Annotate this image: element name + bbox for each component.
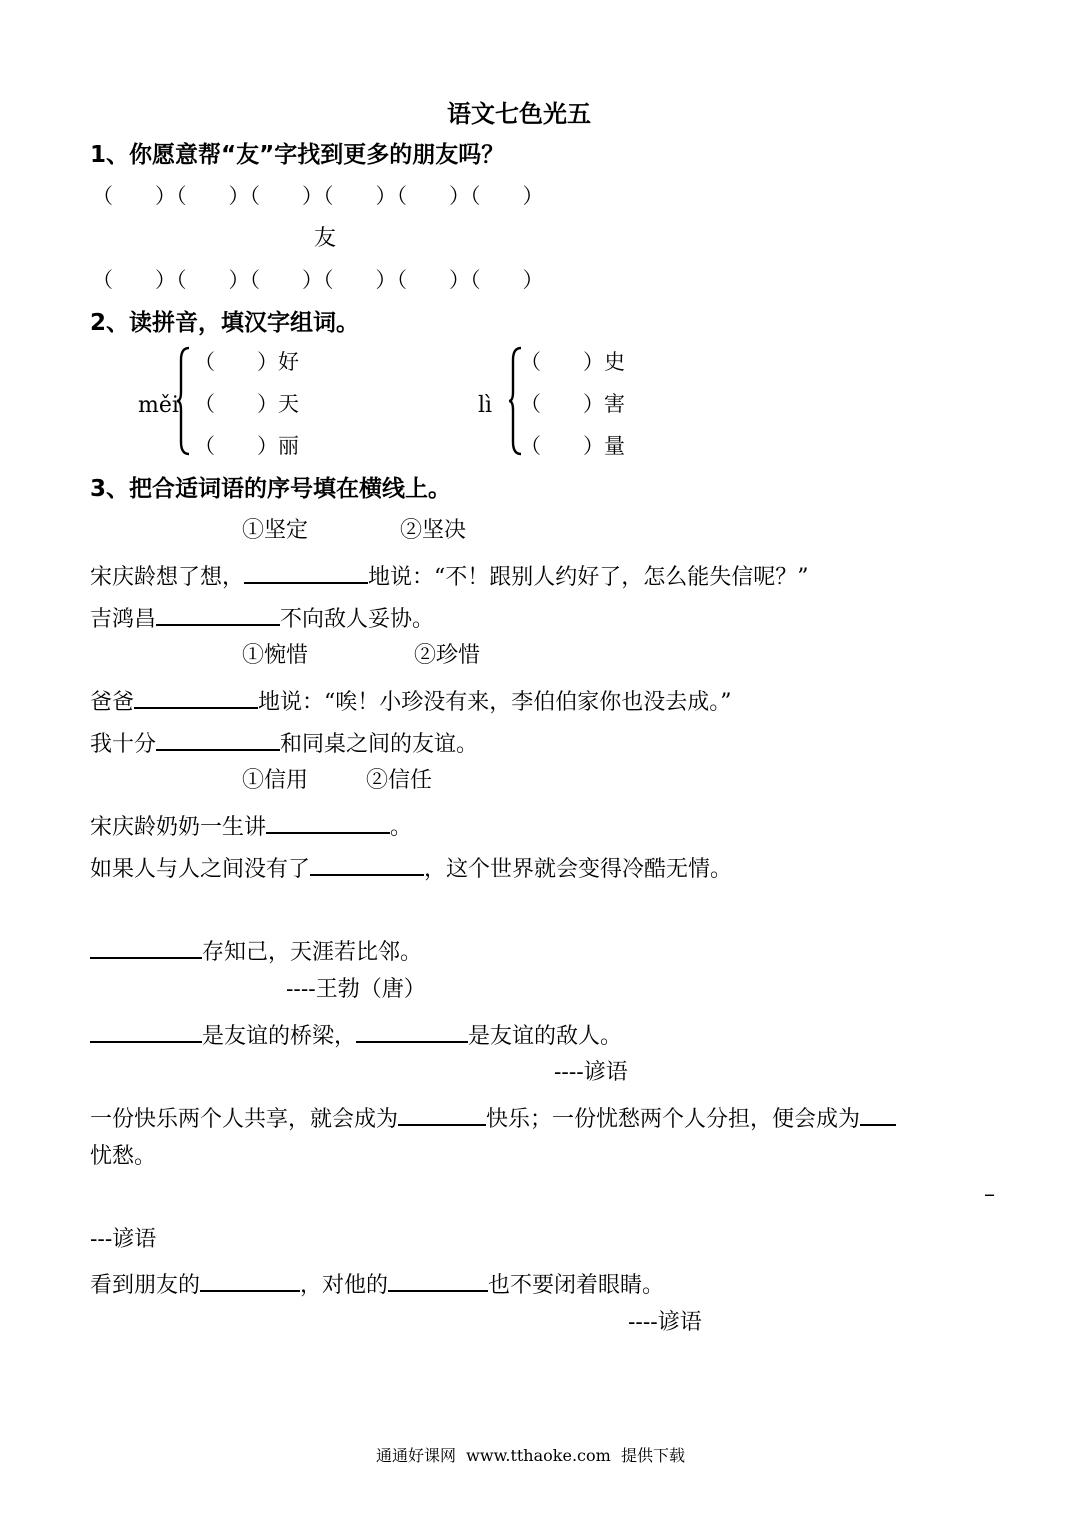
q3-g1-option-2: ②坚决 <box>400 518 467 543</box>
fill-blank[interactable] <box>398 1104 486 1126</box>
proverb-source-4: ----谚语 <box>628 1310 702 1335</box>
q2-right-item-1: （ ）史 <box>520 350 625 374</box>
fill-blank[interactable] <box>266 812 390 834</box>
q2-left-item-2: （ ）天 <box>194 392 299 416</box>
q2-right-item-3: （ ）量 <box>520 434 625 458</box>
q3-g1-sentence-1: 宋庆龄想了想， 地说：“不！跟别人约好了，怎么能失信呢？” <box>90 562 809 589</box>
fill-blank[interactable] <box>134 687 258 709</box>
question-1-heading: 1、你愿意帮“友”字找到更多的朋友吗？ <box>90 142 505 168</box>
fill-blank[interactable] <box>310 854 424 876</box>
q3-g1-sentence-2: 吉鸿昌 不向敌人妥协。 <box>90 604 434 631</box>
q3-g3-option-2: ②信任 <box>366 768 433 793</box>
q3-g2-option-2: ②珍惜 <box>414 643 481 668</box>
q1-center-char: 友 <box>314 226 337 251</box>
q2-left-pinyin: měi <box>138 393 179 418</box>
proverb-source-1: ----王勃（唐） <box>286 977 426 1002</box>
q3-g3-sentence-1: 宋庆龄奶奶一生讲 。 <box>90 812 412 839</box>
q2-right-pinyin: lì <box>478 393 493 418</box>
proverb-line-3: 一份快乐两个人共享，就会成为 快乐；一份忧愁两个人分担，便会成为 <box>90 1104 896 1131</box>
proverb-line-1: 存知己，天涯若比邻。 <box>90 937 422 964</box>
question-3-heading: 3、把合适词语的序号填在横线上。 <box>90 476 452 502</box>
question-2-heading: 2、读拼音，填汉字组词。 <box>90 310 360 336</box>
q1-blank-row-top: （ ）（ ）（ ）（ ）（ ）（ ） <box>92 184 544 208</box>
fill-blank[interactable] <box>156 729 280 751</box>
q3-g2-sentence-2: 我十分 和同桌之间的友谊。 <box>90 729 478 756</box>
q2-left-brace <box>176 346 190 456</box>
q3-g2-option-1: ①惋惜 <box>242 643 309 668</box>
fill-blank[interactable] <box>244 562 368 584</box>
fill-blank[interactable] <box>860 1104 896 1126</box>
fill-blank[interactable] <box>200 1270 300 1292</box>
q3-g2-sentence-1: 爸爸 地说：“唉！小珍没有来，李伯伯家你也没去成。” <box>90 687 732 714</box>
footer-credit: 通通好课网 www.tthaoke.com 提供下载 <box>376 1446 685 1465</box>
proverb-line-3-end: 忧愁。 <box>90 1144 157 1169</box>
fill-blank[interactable] <box>356 1021 468 1043</box>
proverb-line-4: 看到朋友的 ，对他的 也不要闭着眼睛。 <box>90 1270 664 1297</box>
q1-blank-row-bottom: （ ）（ ）（ ）（ ）（ ）（ ） <box>92 268 544 292</box>
proverb-source-2: ----谚语 <box>554 1060 628 1085</box>
q3-g3-option-1: ①信用 <box>242 768 309 793</box>
fill-blank[interactable] <box>90 1021 202 1043</box>
fill-blank[interactable] <box>90 937 202 959</box>
proverb-line-2: 是友谊的桥梁， 是友谊的敌人。 <box>90 1021 622 1048</box>
proverb-source-3: ---谚语 <box>90 1227 157 1252</box>
fill-blank[interactable] <box>388 1270 488 1292</box>
fill-blank[interactable] <box>156 604 280 626</box>
page-title: 语文七色光五 <box>447 100 591 128</box>
stray-mark: – <box>984 1182 995 1207</box>
q3-g1-option-1: ①坚定 <box>242 518 309 543</box>
q2-left-item-3: （ ）丽 <box>194 434 299 458</box>
q3-g3-sentence-2: 如果人与人之间没有了 ，这个世界就会变得冷酷无情。 <box>90 854 732 881</box>
q2-left-item-1: （ ）好 <box>194 350 299 374</box>
q2-right-item-2: （ ）害 <box>520 392 625 416</box>
